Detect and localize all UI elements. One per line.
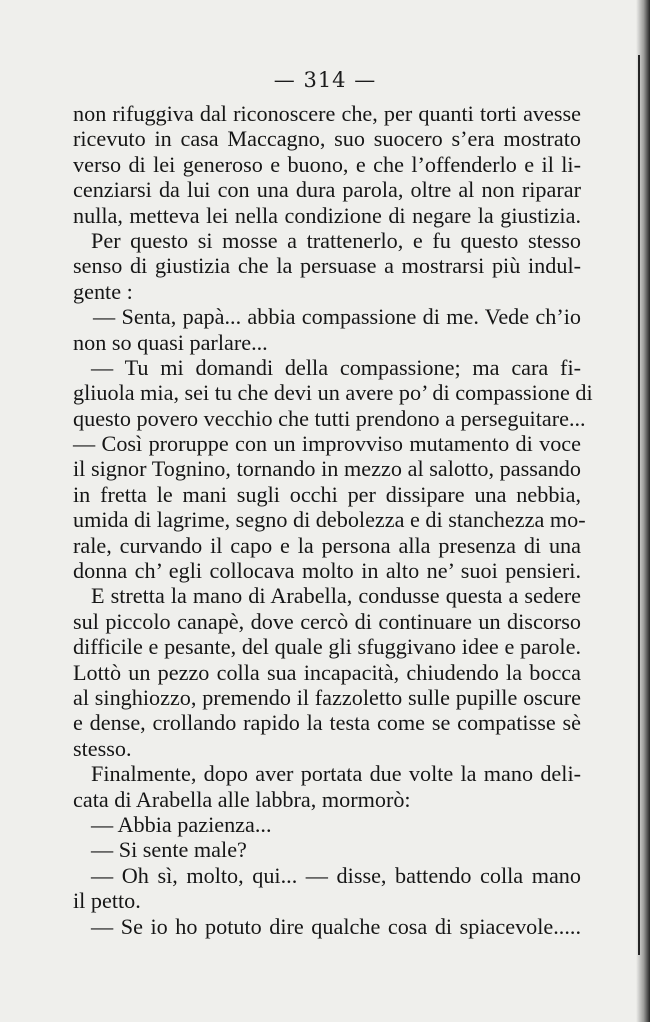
- text-line: il petto.: [73, 888, 141, 914]
- text-line: Per questo si mosse a trattenerlo, e fu questo stesso: [91, 227, 581, 253]
- text-line: questo povero vecchio che tutti prendono a perseguitare...: [73, 405, 586, 431]
- text-line: nulla, metteva lei nella condizione di negare la giustizia.: [73, 202, 581, 228]
- text-line: stesso.: [73, 735, 132, 761]
- text-line: — Senta, papà... abbia compassione di me. Vede ch’io: [93, 304, 581, 330]
- text-line: il signor Tognino, tornando in mezzo al salotto, passando: [73, 456, 581, 482]
- text-line: difficile e pesante, del quale gli sfuggivano idee e parole.: [73, 634, 581, 660]
- text-line: cenziarsi da lui con una dura parola, oltre al non riparar: [73, 177, 581, 203]
- text-line: non rifuggiva dal riconoscere che, per quanti torti avesse: [73, 101, 581, 126]
- text-line: gliuola mia, sei tu che devi un avere po’ di compassione di: [73, 380, 593, 406]
- text-line: donna ch’ egli collocava molto in alto ne’ suoi pensieri.: [73, 558, 581, 584]
- text-line: sul piccolo canapè, dove cercò di continuare un discorso: [73, 608, 581, 634]
- text-line: verso di lei generoso e buono, e che l’offenderlo e il li-: [73, 151, 581, 177]
- text-line: — Così proruppe con un improvviso mutamento di voce: [73, 431, 581, 457]
- text-line: — Tu mi domandi della compassione; ma cara fi-: [91, 354, 581, 380]
- text-line: e dense, crollando rapido la testa come se compatisse sè: [73, 710, 581, 736]
- text-line: cata di Arabella alle labbra, mormorò:: [73, 786, 411, 812]
- text-line: rale, curvando il capo e la persona alla presenza di una: [73, 532, 581, 558]
- text-line: — Si sente male?: [91, 837, 247, 863]
- text-line: in fretta le mani sugli occhi per dissipare una nebbia,: [73, 481, 581, 507]
- text-line: Lottò un pezzo colla sua incapacità, chiudendo la bocca: [73, 659, 581, 685]
- text-line: al singhiozzo, premendo il fazzoletto sulle pupille oscure: [73, 684, 581, 710]
- text-line: ricevuto in casa Maccagno, suo suocero s’era mostrato: [73, 126, 581, 152]
- text-line: — Abbia pazienza...: [91, 811, 272, 837]
- text-line: umida di lagrime, segno di debolezza e di stanchezza mo-: [73, 507, 586, 533]
- text-line: E stretta la mano di Arabella, condusse questa a sedere: [91, 583, 581, 609]
- text-line: gente :: [73, 278, 133, 304]
- text-line: Finalmente, dopo aver portata due volte la mano deli-: [91, 761, 581, 787]
- text-line: non so quasi parlare...: [73, 329, 268, 355]
- page-number: — 314 —: [273, 68, 377, 92]
- text-line: senso di giustizia che la persuase a mostrarsi più indul-: [73, 253, 581, 279]
- page-edge-shadow: [636, 0, 650, 1022]
- text-line: — Oh sì, molto, qui... — disse, battendo colla mano: [91, 862, 581, 888]
- body-text: [73, 101, 593, 939]
- text-line: — Se io ho potuto dire qualche cosa di spiacevole.....: [91, 913, 581, 939]
